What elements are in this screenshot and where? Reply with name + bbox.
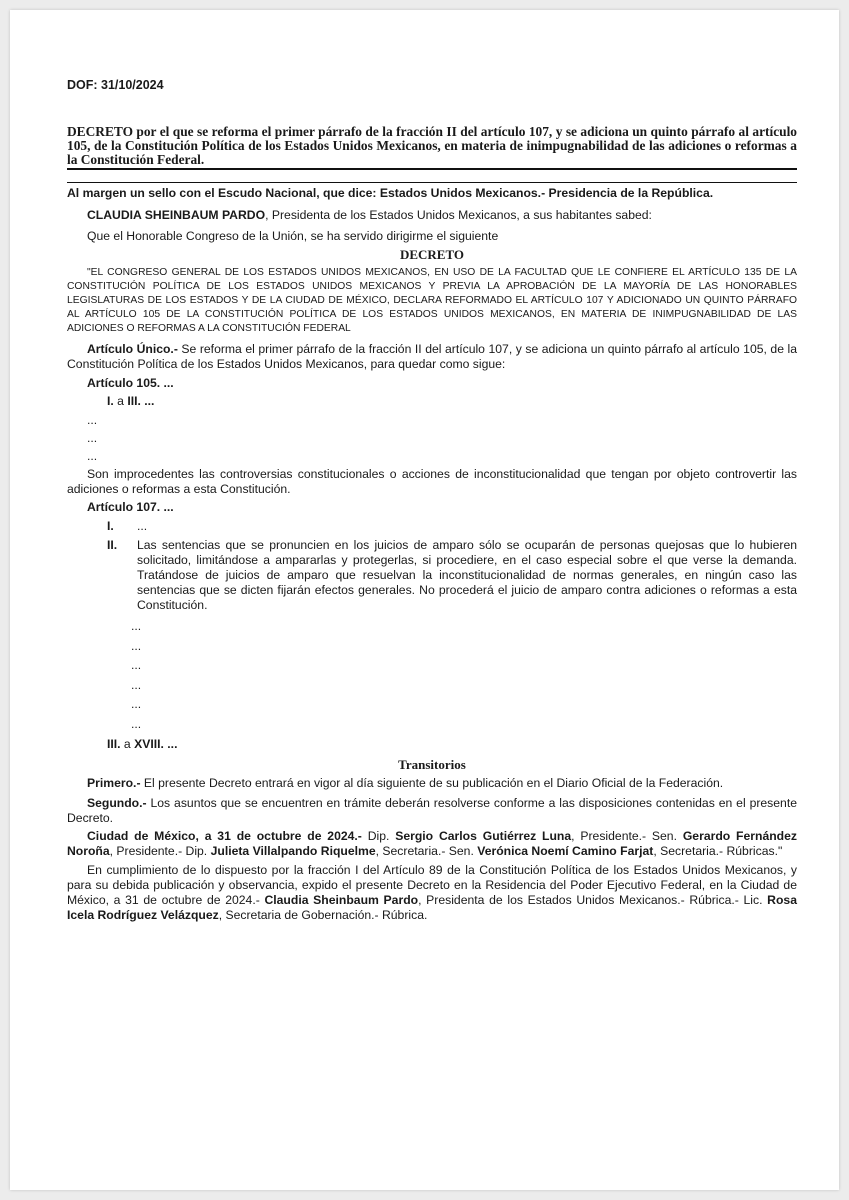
president-name: CLAUDIA SHEINBAUM PARDO: [87, 208, 266, 222]
art107-range-start: III.: [107, 737, 121, 751]
segundo-label: Segundo.-: [87, 796, 147, 810]
ellipsis-line: ...: [131, 658, 142, 672]
transitorios-heading: Transitorios: [398, 757, 466, 772]
art107-range: [67, 737, 797, 752]
signer-name: Gerardo Fernández Noroña: [67, 829, 797, 858]
primero-text: El presente Decreto entrará en vigor al día siguiente de su publicación en el Diario Oficial de la Federación.: [140, 776, 724, 790]
ellipsis-line: ...: [87, 449, 98, 463]
signing-text: , Secretaria.- Sen.: [375, 844, 478, 858]
signer-name: Verónica Noemí Camino Farjat: [477, 844, 654, 858]
art107-fraction-i: [67, 519, 797, 534]
ellipsis-line: ...: [131, 638, 142, 653]
signer-name: Julieta Villalpando Riquelme: [210, 844, 376, 858]
seal-margin-note: Al margen un sello con el Escudo Nacional, que dice: Estados Unidos Mexicanos.- Presidencia de la República.: [67, 186, 714, 200]
decreto-heading: DECRETO: [399, 247, 465, 262]
transitorio-segundo: [67, 796, 797, 826]
fraction-number: II.: [107, 538, 118, 552]
transitorio-primero: [67, 776, 797, 791]
art107-heading: [67, 500, 797, 515]
art107-heading-text: Artículo 107. ...: [87, 500, 174, 514]
art105-new-paragraph: Son improcedentes las controversias constitucionales o acciones de inconstitucionalidad que tengan por objeto controvertir las adiciones o reformas a esta Constitución.: [67, 467, 797, 496]
title-rule-thin: [67, 182, 797, 183]
art105-range-start: I.: [107, 394, 114, 408]
fraction-text: ...: [137, 519, 148, 533]
articulo-unico-text: Se reforma el primer párrafo de la fracción II del artículo 107, y se adiciona un quinto párrafo al artículo 105, de la Constitución Política de los Estados Unidos Mexicanos, para quedar como sigue:: [67, 342, 797, 371]
signing-place-date: Ciudad de México, a 31 de octubre de 2024.-: [87, 829, 362, 843]
promulgation-name: Rosa Icela Rodríguez Velázquez: [67, 893, 797, 922]
promulgation-text: , Secretaria de Gobernación.- Rúbrica.: [218, 908, 428, 922]
title-rule-thick: [67, 168, 797, 170]
decree-preamble: "EL CONGRESO GENERAL DE LOS ESTADOS UNIDOS MEXICANOS, EN USO DE LA FACULTAD QUE LE CONFIERE EL ARTÍCULO 135 DE LA CONSTITUCIÓN POLÍTICA DE LOS ESTADOS UNIDOS MEXICANOS Y PREVIA LA APROBACIÓN DE LA MAYORÍA DE LAS HONORABLES LEGISLATURAS DE LOS ESTADOS Y DE LA CIUDAD DE MÉXICO, DECLARA REFORMADO EL ARTÍCULO 107 Y ADICIONADO UN QUINTO PÁRRAFO AL ARTÍCULO 105 DE LA CONSTITUCIÓN POLÍTICA DE LOS ESTADOS UNIDOS MEXICANOS, EN MATERIA DE INIMPUGNABILIDAD DE LAS ADICIONES O REFORMAS A LA CONSTITUCIÓN FEDERAL: [67, 267, 797, 334]
ellipsis-line: ...: [131, 716, 142, 731]
articulo-unico-label: Artículo Único.-: [87, 342, 178, 356]
ellipsis-line: ...: [131, 619, 142, 633]
dof-date: DOF: 31/10/2024: [67, 78, 164, 92]
ellipsis-line: ...: [131, 697, 142, 711]
promulgation-paragraph: [67, 863, 797, 923]
segundo-text: Los asuntos que se encuentren en trámite deberán resolverse conforme a las disposiciones contenidas en el presente Decreto.: [67, 796, 797, 825]
signer-name: Sergio Carlos Gutiérrez Luna: [395, 829, 572, 843]
ellipsis-line: ...: [87, 431, 98, 445]
promulgation-text: , Presidenta de los Estados Unidos Mexicanos.- Rúbrica.- Lic.: [418, 893, 768, 907]
art105-range: [67, 394, 797, 409]
ellipsis-line: ...: [87, 413, 98, 427]
primero-label: Primero.-: [87, 776, 141, 790]
art107-range-mid: a: [120, 737, 135, 751]
promulgation-name: Claudia Sheinbaum Pardo: [264, 893, 419, 907]
art105-heading: [67, 376, 797, 391]
ellipsis-line: ...: [131, 677, 142, 692]
art105-range-end: III. ...: [127, 394, 155, 408]
signing-text: , Presidente.- Sen.: [571, 829, 683, 843]
president-intro-text: , Presidenta de los Estados Unidos Mexicanos, a sus habitantes sabed:: [265, 208, 652, 222]
signing-text: , Presidente.- Dip.: [109, 844, 211, 858]
president-intro: [67, 208, 797, 223]
art107-range-end: XVIII. ...: [134, 737, 178, 751]
document-body: [67, 78, 797, 923]
congress-line: Que el Honorable Congreso de la Unión, se ha servido dirigirme el siguiente: [87, 229, 499, 243]
art107-fraction-ii: [67, 538, 797, 613]
art105-heading-text: Artículo 105. ...: [87, 376, 174, 390]
fraction-text: Las sentencias que se pronuncien en los juicios de amparo sólo se ocuparán de personas quejosas que lo hubieren solicitado, limitándose a ampararlas y protegerlas, si procediere, en el caso especial sobre el que verse la demanda. Tratándose de juicios de amparo que resuelvan la inconstitucionalidad de normas generales, en ningún caso las sentencias que se dicten fijarán efectos generales. No procederá el juicio de amparo contra adiciones o reformas a esta Constitución.: [137, 538, 797, 612]
fraction-number: I.: [107, 519, 114, 533]
decree-title: DECRETO por el que se reforma el primer párrafo de la fracción II del artículo 107, y se adiciona un quinto párrafo al artículo 105, de la Constitución Política de los Estados Unidos Mexicanos, en materia de inimpugnabilidad de las adiciones o reformas a la Constitución Federal.: [67, 124, 797, 167]
art105-range-mid: a: [113, 394, 128, 408]
signing-text: Dip.: [361, 829, 396, 843]
articulo-unico: [67, 342, 797, 372]
signing-paragraph: [67, 829, 797, 859]
document-page: [10, 10, 839, 1190]
promulgation-text: En cumplimiento de lo dispuesto por la fracción I del Artículo 89 de la Constitución Política de los Estados Unidos Mexicanos, y para su debida publicación y observancia, expido el presente Decreto en la Residencia del Poder Ejecutivo Federal, en la Ciudad de México, a 31 de octubre de 2024.-: [67, 863, 797, 907]
signing-text: , Secretaria.- Rúbricas.": [653, 844, 783, 858]
